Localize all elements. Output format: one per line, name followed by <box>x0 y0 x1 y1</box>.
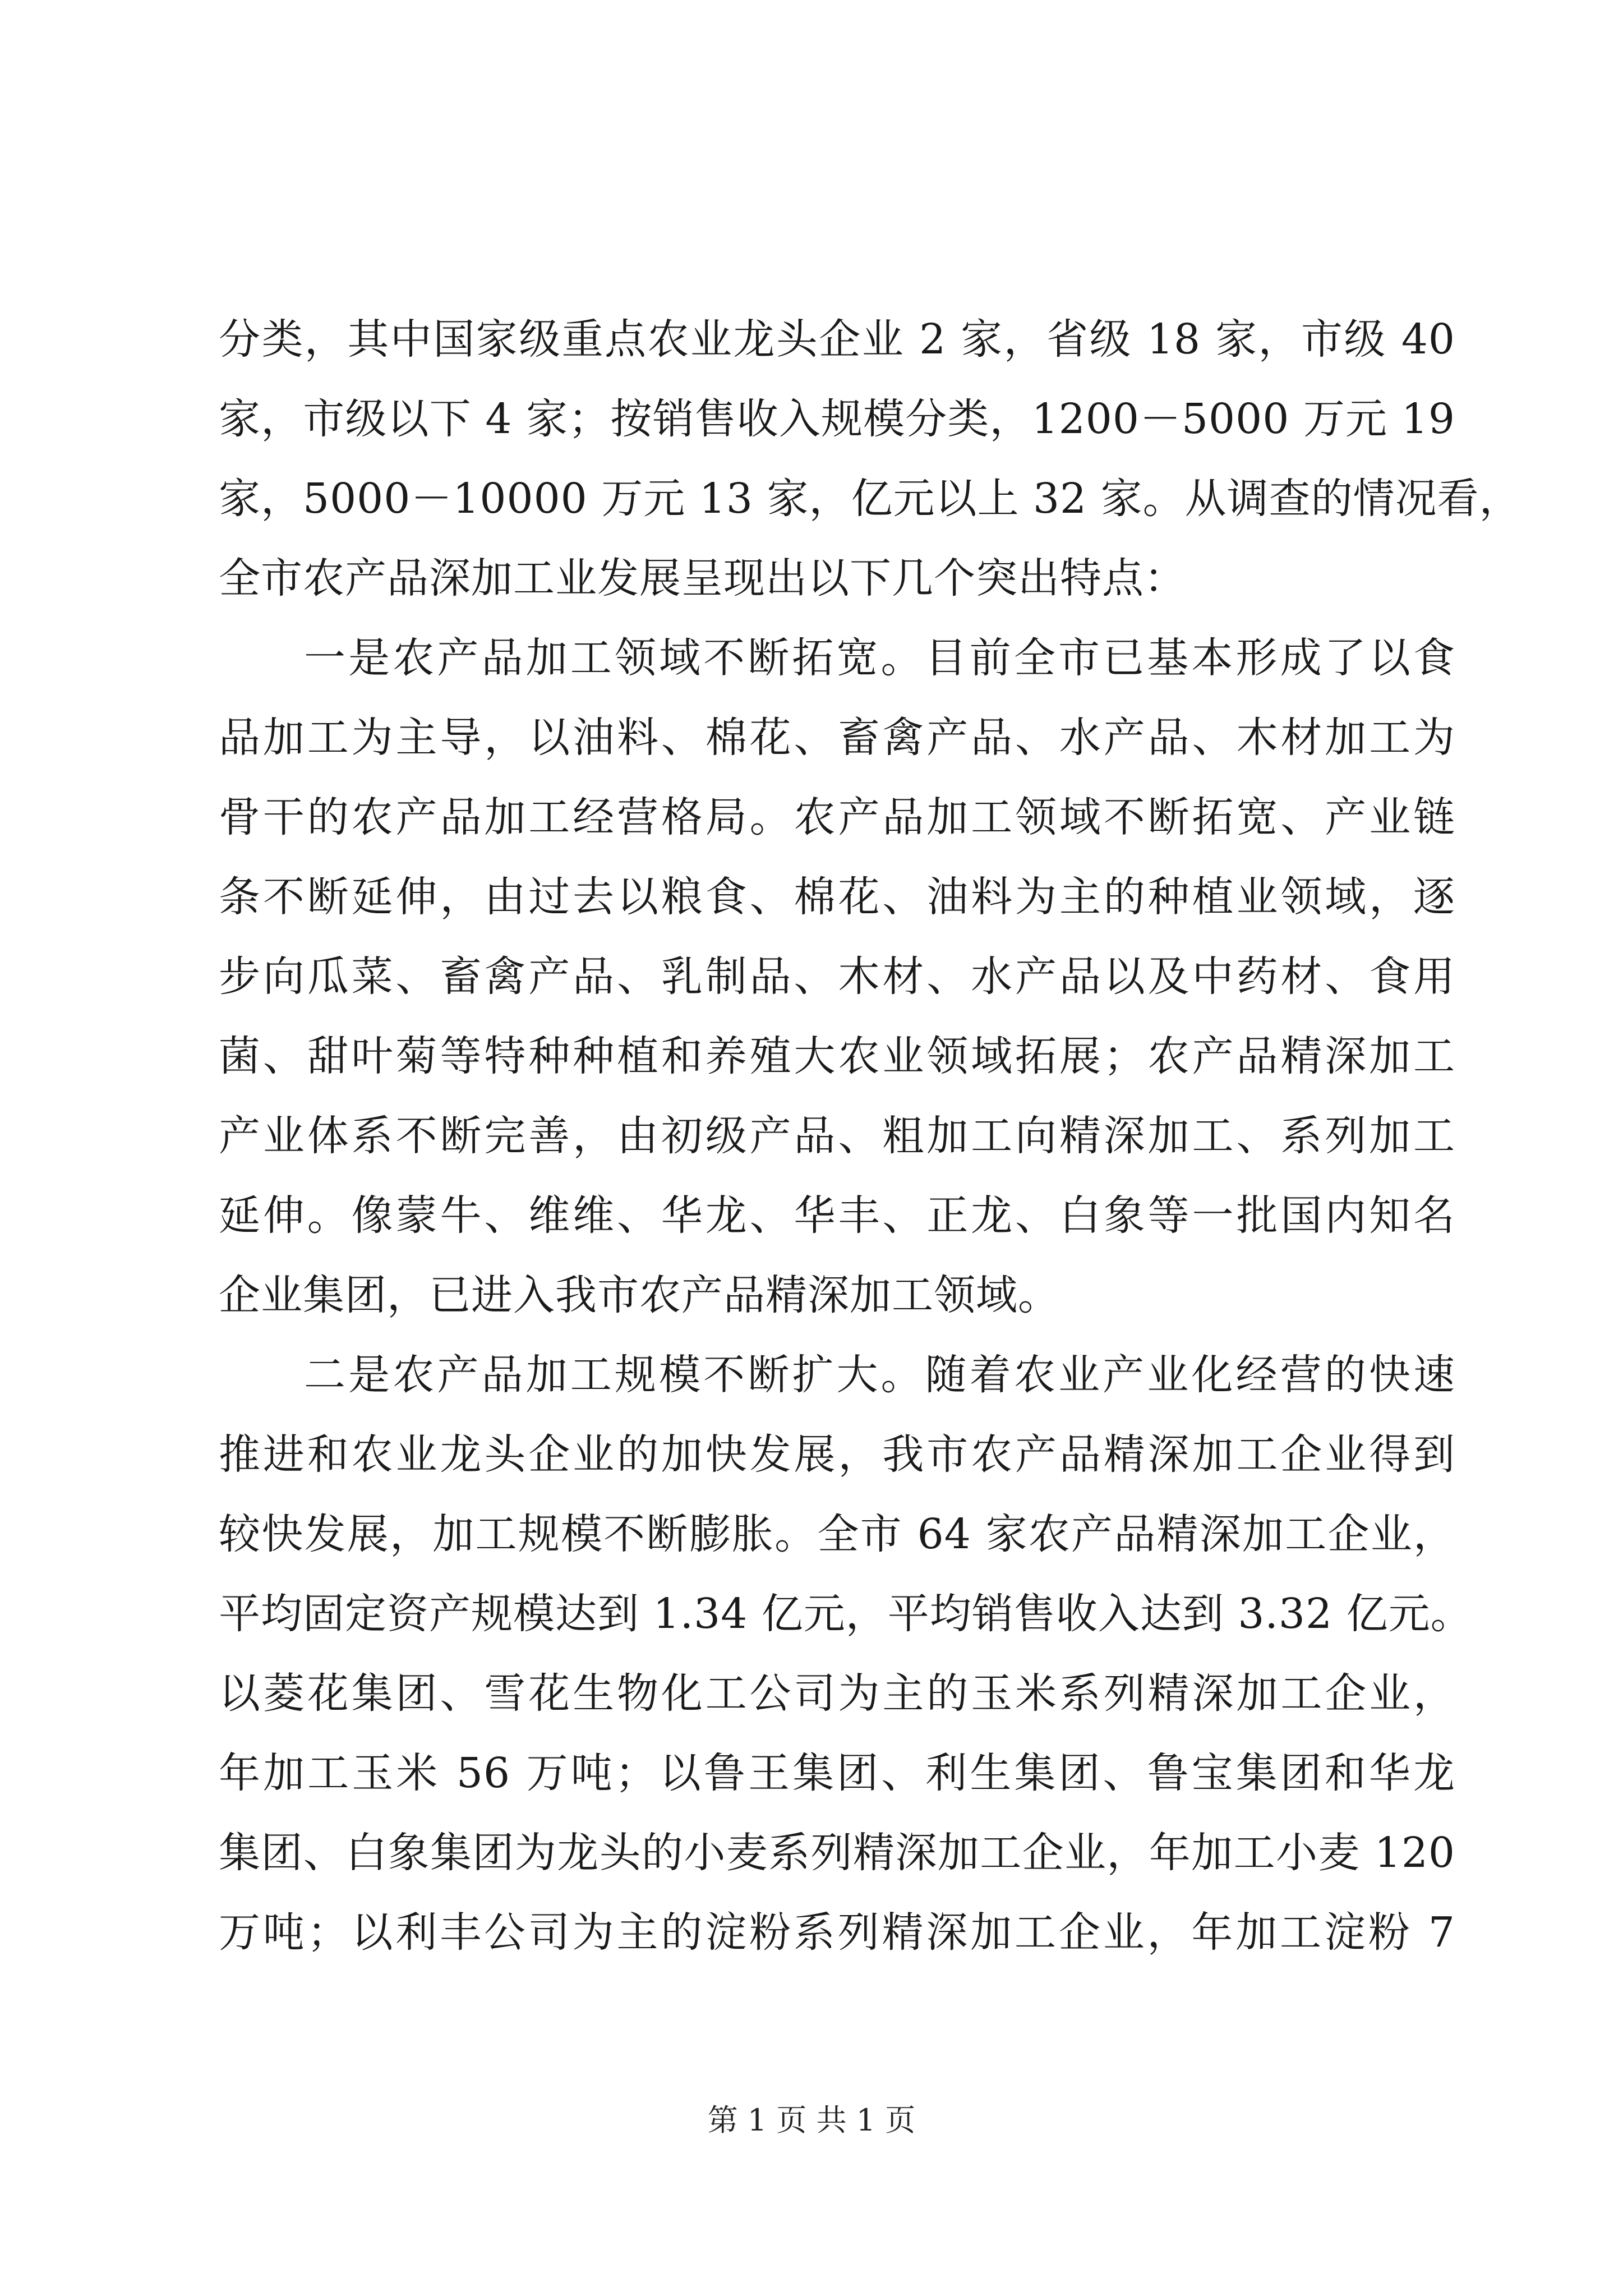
text-line: 较快发展，加工规模不断膨胀。全市 64 家农产品精深加工企业， <box>219 1510 1455 1558</box>
text-line: 全市农产品深加工业发展呈现出以下几个突出特点： <box>219 554 1186 602</box>
text-line: 企业集团，已进入我市农产品精深加工领域。 <box>219 1271 1060 1319</box>
body-text <box>219 300 1521 1972</box>
text-line: 延伸。像蒙牛、维维、华龙、华丰、正龙、白象等一批国内知名 <box>219 1191 1455 1240</box>
text-line: 一是农产品加工领域不断拓宽。目前全市已基本形成了以食 <box>304 634 1455 682</box>
page-footer: 第 1 页 共 1 页 <box>707 2102 916 2138</box>
text-line: 步向瓜菜、畜禽产品、乳制品、木材、水产品以及中药材、食用 <box>219 953 1455 1001</box>
text-line: 骨干的农产品加工经营格局。农产品加工领域不断拓宽、产业链 <box>219 793 1455 841</box>
text-line: 条不断延伸，由过去以粮食、棉花、油料为主的种植业领域，逐 <box>219 873 1455 921</box>
text-line: 菌、甜叶菊等特种种植和养殖大农业领域拓展；农产品精深加工 <box>219 1032 1455 1080</box>
text-line: 品加工为主导，以油料、棉花、畜禽产品、水产品、木材加工为 <box>219 714 1455 762</box>
text-line: 二是农产品加工规模不断扩大。随着农业产业化经营的快速 <box>304 1351 1455 1399</box>
text-line: 平均固定资产规模达到 1.34 亿元，平均销售收入达到 3.32 亿元。 <box>219 1590 1473 1638</box>
text-line: 家，5000－10000 万元 13 家，亿元以上 32 家。从调查的情况看， <box>219 475 1521 523</box>
text-line: 万吨；以利丰公司为主的淀粉系列精深加工企业，年加工淀粉 7 <box>219 1908 1455 1957</box>
text-line: 年加工玉米 56 万吨；以鲁王集团、利生集团、鲁宝集团和华龙 <box>219 1749 1455 1797</box>
text-line: 以菱花集团、雪花生物化工公司为主的玉米系列精深加工企业， <box>219 1669 1455 1718</box>
text-line: 产业体系不断完善，由初级产品、粗加工向精深加工、系列加工 <box>219 1112 1455 1160</box>
text-line: 分类，其中国家级重点农业龙头企业 2 家，省级 18 家，市级 40 <box>219 315 1455 364</box>
text-line: 集团、白象集团为龙头的小麦系列精深加工企业，年加工小麦 120 <box>219 1829 1455 1877</box>
text-line: 家，市级以下 4 家；按销售收入规模分类，1200－5000 万元 19 <box>219 395 1455 443</box>
text-line: 推进和农业龙头企业的加快发展，我市农产品精深加工企业得到 <box>219 1430 1455 1479</box>
